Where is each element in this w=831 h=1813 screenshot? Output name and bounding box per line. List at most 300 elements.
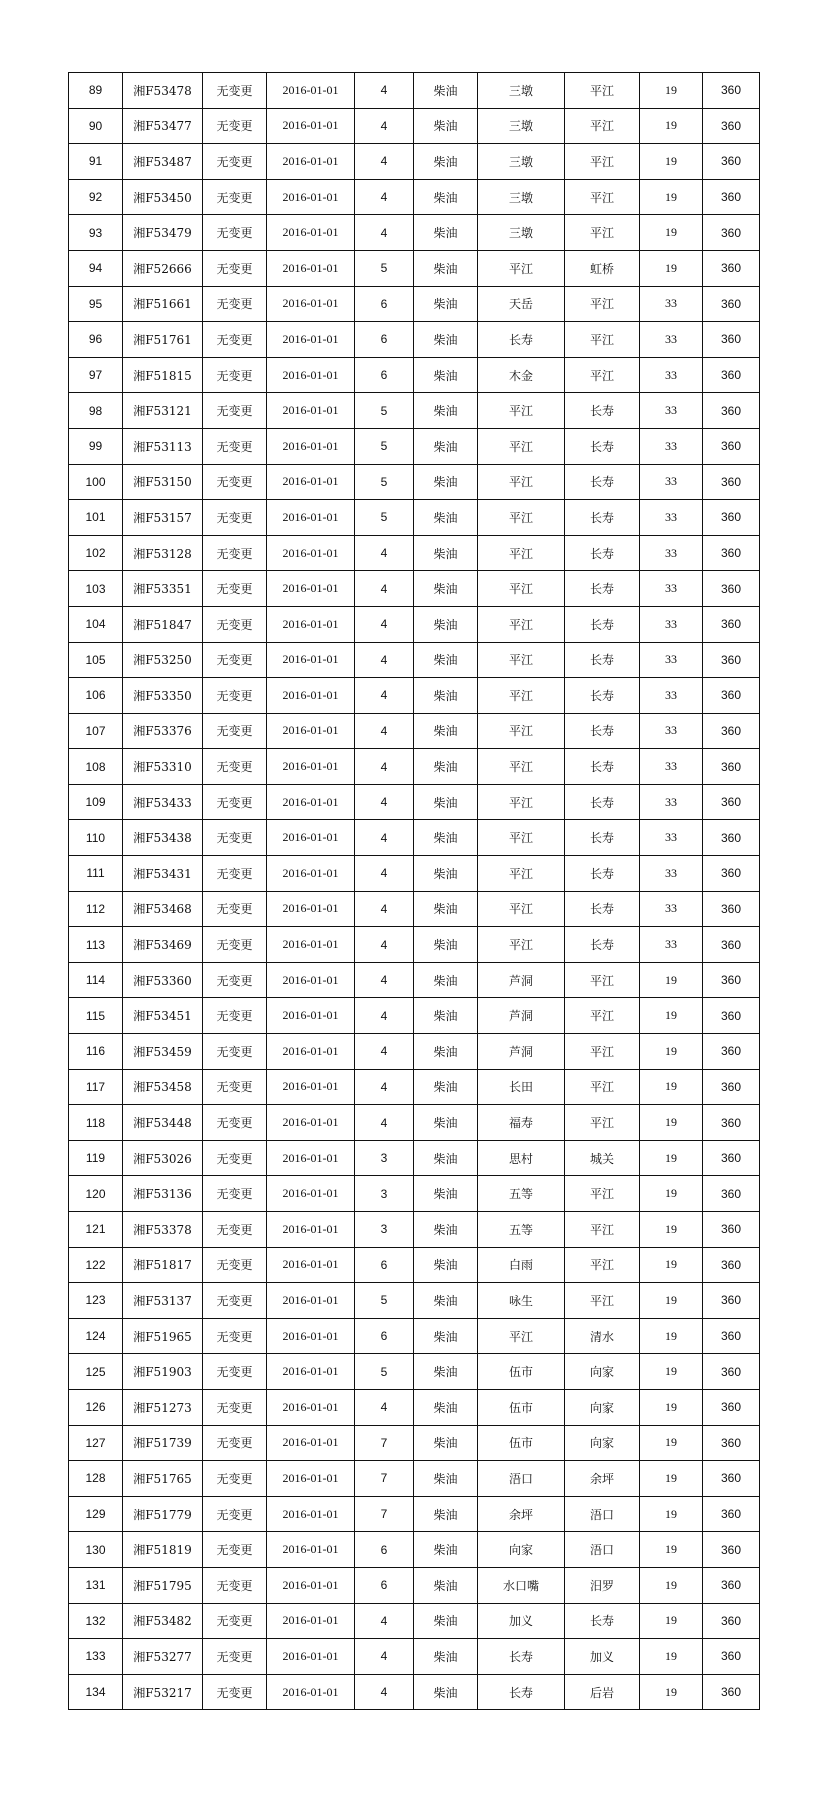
plate-number-cell: 湘F53113 [123, 428, 203, 464]
plate-number-cell: 湘F53469 [123, 927, 203, 963]
plate-number-cell: 湘F53459 [123, 1034, 203, 1070]
route-start-cell: 平江 [478, 784, 565, 820]
plate-number-cell: 湘F51965 [123, 1318, 203, 1354]
date-cell: 2016-01-01 [267, 678, 355, 714]
date-cell: 2016-01-01 [267, 927, 355, 963]
amount-cell: 360 [703, 998, 760, 1034]
table-row [69, 1069, 760, 1105]
date-cell: 2016-01-01 [267, 1318, 355, 1354]
table-row [69, 1674, 760, 1710]
vehicle-grade-cell: 6 [355, 1247, 414, 1283]
fuel-type-cell: 柴油 [414, 1354, 478, 1390]
table-row [69, 1461, 760, 1497]
vehicle-grade-cell: 4 [355, 1603, 414, 1639]
route-start-cell: 芦洞 [478, 962, 565, 998]
row-number-cell: 132 [69, 1603, 123, 1639]
route-start-cell: 芦洞 [478, 1034, 565, 1070]
vehicle-grade-cell: 5 [355, 393, 414, 429]
table-row [69, 962, 760, 998]
distance-cell: 19 [640, 1140, 703, 1176]
route-start-cell: 平江 [478, 393, 565, 429]
amount-cell: 360 [703, 713, 760, 749]
amount-cell: 360 [703, 1425, 760, 1461]
distance-cell: 33 [640, 286, 703, 322]
vehicle-grade-cell: 4 [355, 713, 414, 749]
route-end-cell: 长寿 [565, 784, 640, 820]
route-end-cell: 平江 [565, 108, 640, 144]
table-row [69, 606, 760, 642]
change-status-cell: 无变更 [203, 1283, 267, 1319]
fuel-type-cell: 柴油 [414, 179, 478, 215]
table-row [69, 108, 760, 144]
row-number-cell: 89 [69, 73, 123, 109]
row-number-cell: 111 [69, 856, 123, 892]
plate-number-cell: 湘F53468 [123, 891, 203, 927]
route-end-cell: 长寿 [565, 1603, 640, 1639]
table-row [69, 1425, 760, 1461]
route-end-cell: 平江 [565, 286, 640, 322]
route-start-cell: 平江 [478, 1318, 565, 1354]
date-cell: 2016-01-01 [267, 393, 355, 429]
row-number-cell: 93 [69, 215, 123, 251]
distance-cell: 19 [640, 1354, 703, 1390]
route-start-cell: 平江 [478, 428, 565, 464]
vehicle-grade-cell: 6 [355, 1318, 414, 1354]
row-number-cell: 99 [69, 428, 123, 464]
distance-cell: 33 [640, 891, 703, 927]
route-start-cell: 加义 [478, 1603, 565, 1639]
distance-cell: 19 [640, 1034, 703, 1070]
date-cell: 2016-01-01 [267, 713, 355, 749]
distance-cell: 33 [640, 393, 703, 429]
amount-cell: 360 [703, 73, 760, 109]
change-status-cell: 无变更 [203, 784, 267, 820]
distance-cell: 33 [640, 606, 703, 642]
date-cell: 2016-01-01 [267, 962, 355, 998]
route-end-cell: 平江 [565, 1105, 640, 1141]
route-end-cell: 长寿 [565, 642, 640, 678]
fuel-type-cell: 柴油 [414, 998, 478, 1034]
route-start-cell: 平江 [478, 535, 565, 571]
amount-cell: 360 [703, 215, 760, 251]
fuel-type-cell: 柴油 [414, 749, 478, 785]
row-number-cell: 128 [69, 1461, 123, 1497]
vehicle-grade-cell: 5 [355, 1354, 414, 1390]
vehicle-grade-cell: 4 [355, 179, 414, 215]
table-row [69, 1212, 760, 1248]
change-status-cell: 无变更 [203, 1176, 267, 1212]
amount-cell: 360 [703, 1567, 760, 1603]
route-start-cell: 伍市 [478, 1389, 565, 1425]
distance-cell: 33 [640, 820, 703, 856]
change-status-cell: 无变更 [203, 1034, 267, 1070]
table-row [69, 1318, 760, 1354]
fuel-type-cell: 柴油 [414, 1425, 478, 1461]
row-number-cell: 91 [69, 144, 123, 180]
route-end-cell: 平江 [565, 1069, 640, 1105]
vehicle-grade-cell: 5 [355, 1283, 414, 1319]
vehicle-grade-cell: 5 [355, 250, 414, 286]
distance-cell: 19 [640, 1567, 703, 1603]
amount-cell: 360 [703, 1354, 760, 1390]
plate-number-cell: 湘F52666 [123, 250, 203, 286]
vehicle-grade-cell: 4 [355, 856, 414, 892]
route-end-cell: 长寿 [565, 500, 640, 536]
change-status-cell: 无变更 [203, 428, 267, 464]
change-status-cell: 无变更 [203, 571, 267, 607]
date-cell: 2016-01-01 [267, 1105, 355, 1141]
amount-cell: 360 [703, 1283, 760, 1319]
route-end-cell: 向家 [565, 1425, 640, 1461]
route-start-cell: 平江 [478, 464, 565, 500]
row-number-cell: 107 [69, 713, 123, 749]
date-cell: 2016-01-01 [267, 1212, 355, 1248]
plate-number-cell: 湘F53450 [123, 179, 203, 215]
fuel-type-cell: 柴油 [414, 820, 478, 856]
distance-cell: 33 [640, 464, 703, 500]
route-end-cell: 加义 [565, 1639, 640, 1675]
route-end-cell: 长寿 [565, 535, 640, 571]
table-row [69, 1034, 760, 1070]
plate-number-cell: 湘F53157 [123, 500, 203, 536]
change-status-cell: 无变更 [203, 998, 267, 1034]
distance-cell: 19 [640, 1603, 703, 1639]
plate-number-cell: 湘F53136 [123, 1176, 203, 1212]
vehicle-grade-cell: 3 [355, 1176, 414, 1212]
amount-cell: 360 [703, 1603, 760, 1639]
route-end-cell: 长寿 [565, 678, 640, 714]
fuel-type-cell: 柴油 [414, 678, 478, 714]
row-number-cell: 110 [69, 820, 123, 856]
amount-cell: 360 [703, 1140, 760, 1176]
distance-cell: 33 [640, 784, 703, 820]
route-end-cell: 平江 [565, 1247, 640, 1283]
fuel-type-cell: 柴油 [414, 571, 478, 607]
fuel-type-cell: 柴油 [414, 1461, 478, 1497]
route-start-cell: 平江 [478, 606, 565, 642]
fuel-type-cell: 柴油 [414, 286, 478, 322]
change-status-cell: 无变更 [203, 1247, 267, 1283]
date-cell: 2016-01-01 [267, 642, 355, 678]
date-cell: 2016-01-01 [267, 535, 355, 571]
route-start-cell: 平江 [478, 713, 565, 749]
distance-cell: 19 [640, 1105, 703, 1141]
plate-number-cell: 湘F53482 [123, 1603, 203, 1639]
table-row [69, 464, 760, 500]
route-start-cell: 三墩 [478, 179, 565, 215]
route-end-cell: 浯口 [565, 1496, 640, 1532]
amount-cell: 360 [703, 1461, 760, 1497]
change-status-cell: 无变更 [203, 357, 267, 393]
plate-number-cell: 湘F51817 [123, 1247, 203, 1283]
amount-cell: 360 [703, 250, 760, 286]
plate-number-cell: 湘F53121 [123, 393, 203, 429]
route-start-cell: 平江 [478, 571, 565, 607]
change-status-cell: 无变更 [203, 1425, 267, 1461]
amount-cell: 360 [703, 500, 760, 536]
vehicle-grade-cell: 4 [355, 998, 414, 1034]
distance-cell: 19 [640, 1496, 703, 1532]
change-status-cell: 无变更 [203, 1567, 267, 1603]
route-end-cell: 虹桥 [565, 250, 640, 286]
fuel-type-cell: 柴油 [414, 535, 478, 571]
date-cell: 2016-01-01 [267, 500, 355, 536]
vehicle-data-table [68, 72, 760, 1710]
amount-cell: 360 [703, 144, 760, 180]
route-end-cell: 长寿 [565, 820, 640, 856]
vehicle-grade-cell: 4 [355, 144, 414, 180]
fuel-type-cell: 柴油 [414, 642, 478, 678]
route-end-cell: 浯口 [565, 1532, 640, 1568]
fuel-type-cell: 柴油 [414, 1283, 478, 1319]
vehicle-grade-cell: 4 [355, 891, 414, 927]
route-start-cell: 三墩 [478, 215, 565, 251]
vehicle-grade-cell: 4 [355, 571, 414, 607]
vehicle-grade-cell: 4 [355, 749, 414, 785]
vehicle-grade-cell: 7 [355, 1496, 414, 1532]
change-status-cell: 无变更 [203, 215, 267, 251]
distance-cell: 19 [640, 1389, 703, 1425]
fuel-type-cell: 柴油 [414, 393, 478, 429]
distance-cell: 19 [640, 179, 703, 215]
row-number-cell: 96 [69, 322, 123, 358]
fuel-type-cell: 柴油 [414, 856, 478, 892]
row-number-cell: 129 [69, 1496, 123, 1532]
table-row [69, 215, 760, 251]
distance-cell: 19 [640, 73, 703, 109]
change-status-cell: 无变更 [203, 1318, 267, 1354]
row-number-cell: 117 [69, 1069, 123, 1105]
date-cell: 2016-01-01 [267, 322, 355, 358]
table-row [69, 1283, 760, 1319]
fuel-type-cell: 柴油 [414, 962, 478, 998]
date-cell: 2016-01-01 [267, 571, 355, 607]
vehicle-grade-cell: 4 [355, 215, 414, 251]
vehicle-grade-cell: 7 [355, 1425, 414, 1461]
change-status-cell: 无变更 [203, 73, 267, 109]
table-row [69, 428, 760, 464]
date-cell: 2016-01-01 [267, 179, 355, 215]
distance-cell: 19 [640, 998, 703, 1034]
plate-number-cell: 湘F51661 [123, 286, 203, 322]
plate-number-cell: 湘F53448 [123, 1105, 203, 1141]
table-row [69, 179, 760, 215]
route-start-cell: 向家 [478, 1532, 565, 1568]
fuel-type-cell: 柴油 [414, 606, 478, 642]
vehicle-grade-cell: 4 [355, 535, 414, 571]
vehicle-grade-cell: 3 [355, 1212, 414, 1248]
amount-cell: 360 [703, 1639, 760, 1675]
table-row [69, 571, 760, 607]
vehicle-grade-cell: 4 [355, 642, 414, 678]
vehicle-grade-cell: 6 [355, 357, 414, 393]
row-number-cell: 104 [69, 606, 123, 642]
distance-cell: 33 [640, 428, 703, 464]
row-number-cell: 114 [69, 962, 123, 998]
row-number-cell: 126 [69, 1389, 123, 1425]
distance-cell: 19 [640, 1461, 703, 1497]
route-start-cell: 平江 [478, 820, 565, 856]
route-start-cell: 五等 [478, 1176, 565, 1212]
route-end-cell: 平江 [565, 962, 640, 998]
amount-cell: 360 [703, 464, 760, 500]
date-cell: 2016-01-01 [267, 1496, 355, 1532]
route-end-cell: 平江 [565, 1212, 640, 1248]
plate-number-cell: 湘F53378 [123, 1212, 203, 1248]
table-row [69, 1639, 760, 1675]
route-start-cell: 平江 [478, 642, 565, 678]
vehicle-grade-cell: 4 [355, 1105, 414, 1141]
date-cell: 2016-01-01 [267, 286, 355, 322]
row-number-cell: 133 [69, 1639, 123, 1675]
fuel-type-cell: 柴油 [414, 250, 478, 286]
table-row [69, 713, 760, 749]
plate-number-cell: 湘F53376 [123, 713, 203, 749]
date-cell: 2016-01-01 [267, 1176, 355, 1212]
amount-cell: 360 [703, 1069, 760, 1105]
vehicle-grade-cell: 4 [355, 73, 414, 109]
route-start-cell: 思村 [478, 1140, 565, 1176]
table-row [69, 891, 760, 927]
amount-cell: 360 [703, 606, 760, 642]
fuel-type-cell: 柴油 [414, 1105, 478, 1141]
table-row [69, 1247, 760, 1283]
route-start-cell: 三墩 [478, 144, 565, 180]
amount-cell: 360 [703, 357, 760, 393]
row-number-cell: 134 [69, 1674, 123, 1710]
fuel-type-cell: 柴油 [414, 108, 478, 144]
date-cell: 2016-01-01 [267, 1283, 355, 1319]
route-start-cell: 余坪 [478, 1496, 565, 1532]
route-start-cell: 平江 [478, 927, 565, 963]
distance-cell: 19 [640, 1069, 703, 1105]
row-number-cell: 119 [69, 1140, 123, 1176]
amount-cell: 360 [703, 428, 760, 464]
table-row [69, 1532, 760, 1568]
date-cell: 2016-01-01 [267, 891, 355, 927]
route-end-cell: 长寿 [565, 571, 640, 607]
fuel-type-cell: 柴油 [414, 713, 478, 749]
amount-cell: 360 [703, 962, 760, 998]
plate-number-cell: 湘F53217 [123, 1674, 203, 1710]
vehicle-grade-cell: 4 [355, 1674, 414, 1710]
change-status-cell: 无变更 [203, 1461, 267, 1497]
date-cell: 2016-01-01 [267, 1532, 355, 1568]
plate-number-cell: 湘F51765 [123, 1461, 203, 1497]
change-status-cell: 无变更 [203, 749, 267, 785]
change-status-cell: 无变更 [203, 393, 267, 429]
route-end-cell: 后岩 [565, 1674, 640, 1710]
vehicle-grade-cell: 5 [355, 428, 414, 464]
row-number-cell: 116 [69, 1034, 123, 1070]
row-number-cell: 108 [69, 749, 123, 785]
route-end-cell: 长寿 [565, 428, 640, 464]
amount-cell: 360 [703, 784, 760, 820]
row-number-cell: 101 [69, 500, 123, 536]
change-status-cell: 无变更 [203, 1212, 267, 1248]
date-cell: 2016-01-01 [267, 1069, 355, 1105]
fuel-type-cell: 柴油 [414, 1389, 478, 1425]
distance-cell: 19 [640, 1639, 703, 1675]
amount-cell: 360 [703, 642, 760, 678]
change-status-cell: 无变更 [203, 1140, 267, 1176]
distance-cell: 33 [640, 571, 703, 607]
change-status-cell: 无变更 [203, 144, 267, 180]
date-cell: 2016-01-01 [267, 215, 355, 251]
plate-number-cell: 湘F51815 [123, 357, 203, 393]
route-start-cell: 水口嘴 [478, 1567, 565, 1603]
date-cell: 2016-01-01 [267, 108, 355, 144]
route-end-cell: 长寿 [565, 927, 640, 963]
row-number-cell: 125 [69, 1354, 123, 1390]
row-number-cell: 90 [69, 108, 123, 144]
route-end-cell: 平江 [565, 998, 640, 1034]
change-status-cell: 无变更 [203, 678, 267, 714]
date-cell: 2016-01-01 [267, 144, 355, 180]
vehicle-grade-cell: 6 [355, 1532, 414, 1568]
fuel-type-cell: 柴油 [414, 1212, 478, 1248]
plate-number-cell: 湘F53128 [123, 535, 203, 571]
fuel-type-cell: 柴油 [414, 1176, 478, 1212]
change-status-cell: 无变更 [203, 535, 267, 571]
change-status-cell: 无变更 [203, 1639, 267, 1675]
route-end-cell: 平江 [565, 179, 640, 215]
distance-cell: 19 [640, 1425, 703, 1461]
table-row [69, 784, 760, 820]
date-cell: 2016-01-01 [267, 428, 355, 464]
vehicle-grade-cell: 4 [355, 678, 414, 714]
route-start-cell: 浯口 [478, 1461, 565, 1497]
plate-number-cell: 湘F53351 [123, 571, 203, 607]
change-status-cell: 无变更 [203, 108, 267, 144]
distance-cell: 33 [640, 749, 703, 785]
fuel-type-cell: 柴油 [414, 1069, 478, 1105]
amount-cell: 360 [703, 927, 760, 963]
change-status-cell: 无变更 [203, 1674, 267, 1710]
table-row [69, 500, 760, 536]
fuel-type-cell: 柴油 [414, 1034, 478, 1070]
table-row [69, 73, 760, 109]
row-number-cell: 118 [69, 1105, 123, 1141]
plate-number-cell: 湘F53451 [123, 998, 203, 1034]
route-end-cell: 城关 [565, 1140, 640, 1176]
route-start-cell: 木金 [478, 357, 565, 393]
table-row [69, 642, 760, 678]
vehicle-grade-cell: 4 [355, 927, 414, 963]
vehicle-grade-cell: 3 [355, 1140, 414, 1176]
route-end-cell: 长寿 [565, 713, 640, 749]
route-start-cell: 平江 [478, 891, 565, 927]
route-start-cell: 芦洞 [478, 998, 565, 1034]
amount-cell: 360 [703, 108, 760, 144]
plate-number-cell: 湘F53026 [123, 1140, 203, 1176]
date-cell: 2016-01-01 [267, 1140, 355, 1176]
plate-number-cell: 湘F53250 [123, 642, 203, 678]
vehicle-grade-cell: 4 [355, 1034, 414, 1070]
route-start-cell: 三墩 [478, 73, 565, 109]
change-status-cell: 无变更 [203, 962, 267, 998]
route-start-cell: 伍市 [478, 1425, 565, 1461]
fuel-type-cell: 柴油 [414, 500, 478, 536]
change-status-cell: 无变更 [203, 1532, 267, 1568]
vehicle-grade-cell: 4 [355, 784, 414, 820]
route-end-cell: 平江 [565, 1034, 640, 1070]
amount-cell: 360 [703, 1389, 760, 1425]
date-cell: 2016-01-01 [267, 998, 355, 1034]
row-number-cell: 106 [69, 678, 123, 714]
plate-number-cell: 湘F51739 [123, 1425, 203, 1461]
change-status-cell: 无变更 [203, 1389, 267, 1425]
